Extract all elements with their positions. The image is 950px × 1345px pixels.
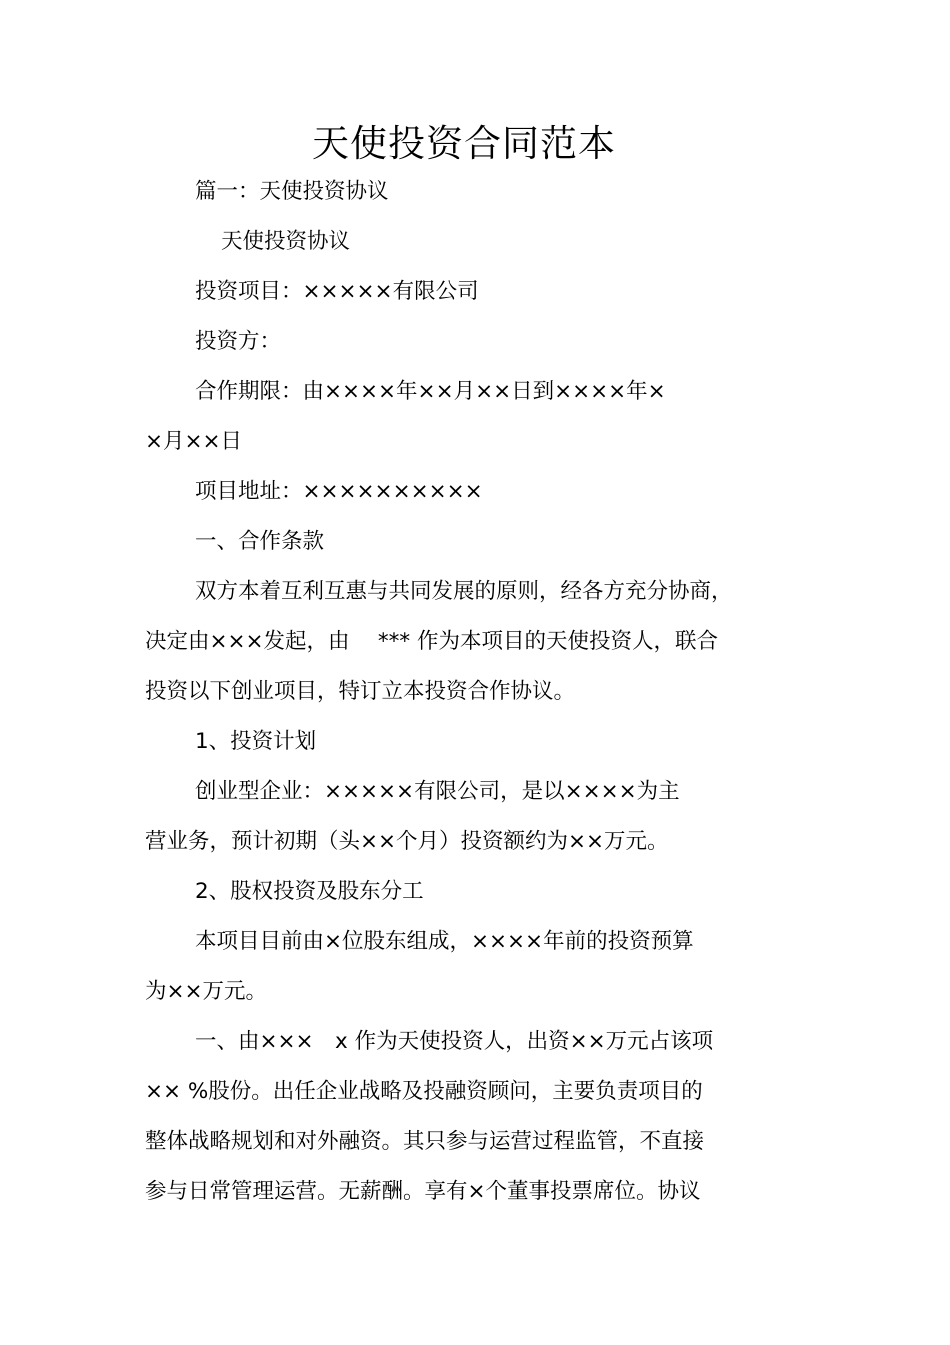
paragraph-line: 为××万元。 <box>145 979 268 1004</box>
paragraph-line: 营业务，预计初期（头××个月）投资额约为××万元。 <box>145 829 669 854</box>
paragraph-line: 投资项目：×××××有限公司 <box>195 279 479 304</box>
paragraph-line: ×月××日 <box>145 429 243 454</box>
document-body <box>145 167 765 1217</box>
paragraph-line: 参与日常管理运营。无薪酬。享有×个董事投票席位。协议 <box>145 1179 701 1204</box>
paragraph-line: 投资方： <box>195 329 282 354</box>
paragraph-line: ×× %股份。出任企业战略及投融资顾问，主要负责项目的 <box>145 1079 703 1104</box>
section-heading: 2、股权投资及股东分工 <box>195 879 424 904</box>
paragraph-line: 决定由×××发起，由 *** 作为本项目的天使投资人，联合 <box>145 629 718 654</box>
paragraph-line: 一、由××× x 作为天使投资人，出资××万元占该项 <box>195 1029 714 1054</box>
paragraph-line: 投资以下创业项目，特订立本投资合作协议。 <box>145 679 576 704</box>
section-heading: 一、合作条款 <box>195 529 325 554</box>
agreement-subtitle: 天使投资协议 <box>221 229 351 254</box>
paragraph-line: 本项目目前由×位股东组成，××××年前的投资预算 <box>195 929 694 954</box>
section-heading: 篇一：天使投资协议 <box>195 179 389 204</box>
section-heading: 1、投资计划 <box>195 729 317 754</box>
document-title: 天使投资合同范本 <box>312 122 616 165</box>
paragraph-line: 双方本着互利互惠与共同发展的原则，经各方充分协商， <box>195 579 733 604</box>
paragraph-line: 创业型企业：×××××有限公司，是以××××为主 <box>195 779 680 804</box>
paragraph-line: 合作期限：由××××年××月××日到××××年× <box>195 379 666 404</box>
paragraph-line: 整体战略规划和对外融资。其只参与运营过程监管，不直接 <box>145 1129 705 1154</box>
paragraph-line: 项目地址：×××××××××× <box>195 479 483 504</box>
